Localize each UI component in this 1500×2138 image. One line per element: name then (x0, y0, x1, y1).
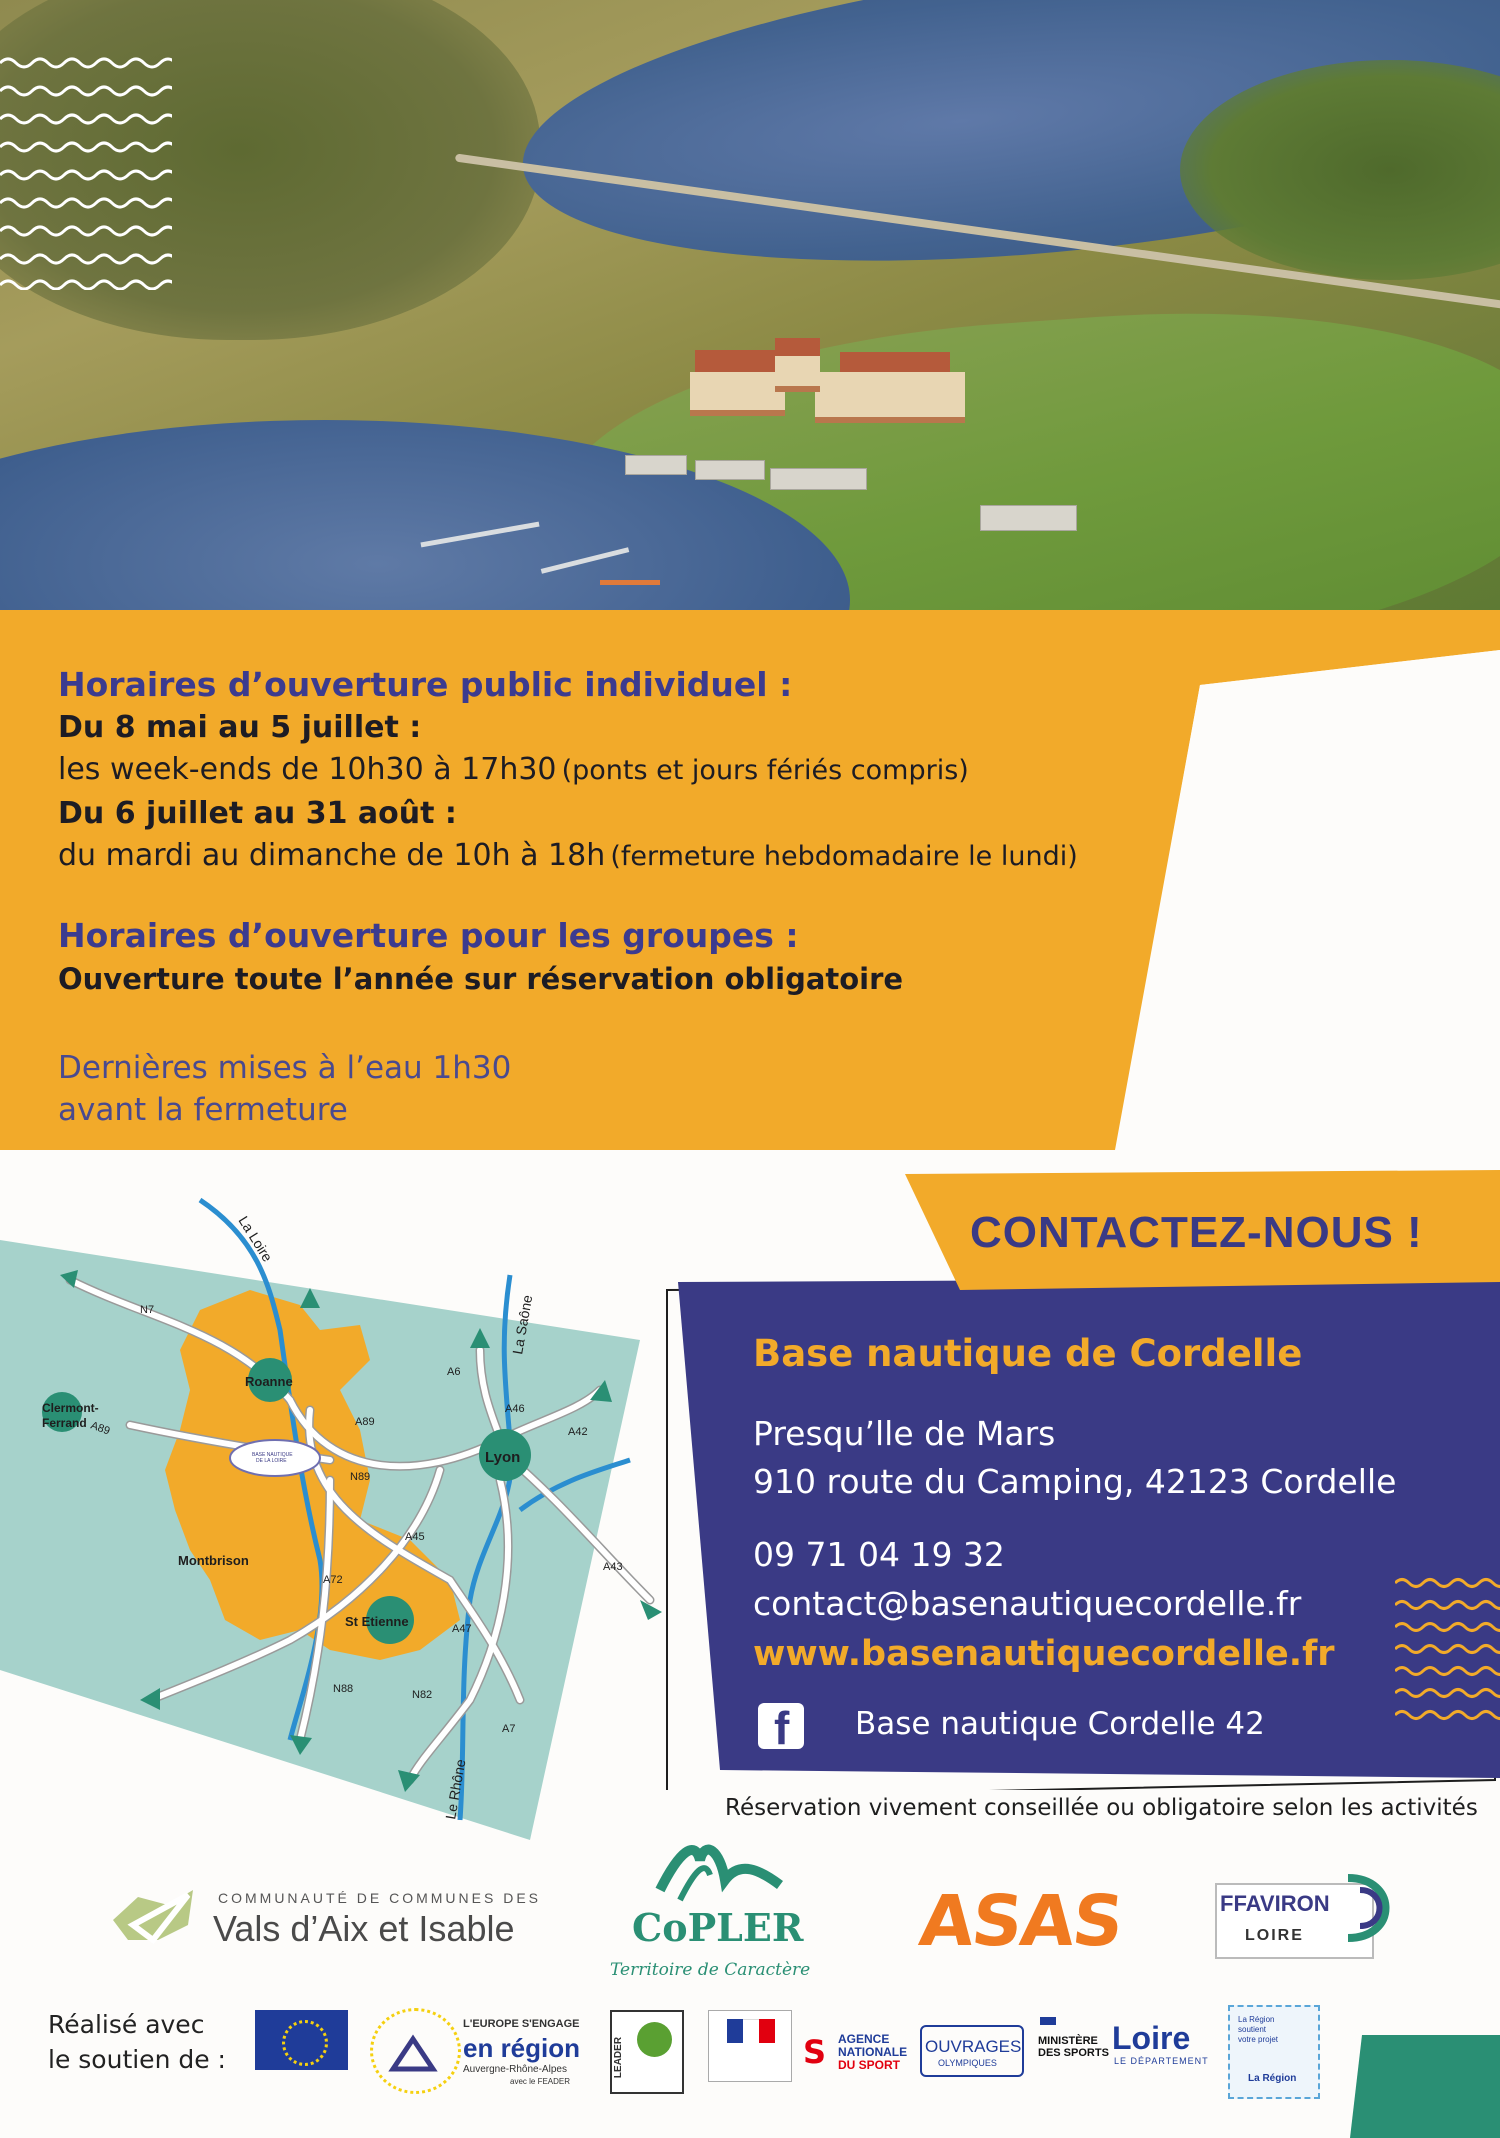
road-a89-left: A89 (88, 1419, 112, 1438)
road-n89: N89 (350, 1471, 371, 1483)
hangar (770, 468, 867, 490)
contact-name: Base nautique de Cordelle (753, 1332, 1303, 1375)
region-line3: votre projet (1238, 2035, 1279, 2044)
label-le-rhone: Le Rhône (442, 1757, 469, 1821)
sponsors-label-2: le soutien de : (48, 2045, 226, 2074)
ans-text (838, 2033, 907, 2072)
hangar (695, 460, 765, 480)
building (815, 372, 965, 423)
label-la-saone: La Saône (509, 1293, 536, 1356)
asas-logo: ASAS (915, 1880, 1126, 1962)
road-a7: A7 (502, 1723, 516, 1735)
region-soutien-text (1238, 2015, 1278, 2045)
label-lyon: Lyon (485, 1449, 521, 1466)
region-line4: La Région (1248, 2073, 1297, 2084)
ouvrages-olympiques-logo (920, 2025, 1024, 2077)
facebook-page-name[interactable]: Base nautique Cordelle 42 (855, 1706, 1265, 1742)
last-launch-line2: avant la fermeture (58, 1092, 348, 1128)
contact-banner: CONTACTEZ-NOUS ! (970, 1208, 1423, 1257)
leader-text: LEADER (613, 2036, 625, 2079)
ans-line2: NATIONALE (838, 2045, 908, 2059)
building (690, 372, 785, 416)
road-n7: N7 (140, 1304, 155, 1316)
contact-address-line2: 910 route du Camping, 42123 Cordelle (753, 1462, 1397, 1501)
period2-main: du mardi au dimanche de 10h à 18h (58, 838, 606, 873)
period1-line (58, 752, 969, 787)
groups-hours-title: Horaires d’ouverture pour les groupes : (58, 916, 799, 955)
groups-hours-text: Ouverture toute l’année sur réservation obligatoire (58, 962, 904, 996)
road-a72: A72 (323, 1574, 343, 1586)
ccvai-name: Vals d’Aix et Isable (213, 1908, 515, 1949)
building-roof (840, 352, 950, 372)
ministere-text (1038, 2035, 1109, 2059)
leader-logo (610, 2010, 684, 2094)
pontoon (600, 580, 660, 585)
access-map (0, 1180, 680, 1840)
leader-leaf (637, 2022, 672, 2057)
period1-note: (ponts et jours fériés compris) (561, 755, 969, 786)
copler-name: CoPLER (632, 1905, 804, 1950)
flag-red (759, 2019, 775, 2043)
road-a43: A43 (603, 1561, 623, 1573)
road-a6: A6 (447, 1366, 461, 1378)
prefet-logo (708, 2010, 792, 2082)
ans-line1: AGENCE (838, 2032, 890, 2046)
hero-aerial-photo (0, 0, 1500, 625)
hangar (980, 505, 1077, 531)
road-a47: A47 (452, 1623, 472, 1635)
corner-teal-accent (1350, 2035, 1500, 2138)
waves-decoration (0, 55, 172, 290)
building-roof (695, 350, 780, 372)
label-clermont: Clermont-Ferrand (42, 1401, 99, 1430)
period2-label: Du 6 juillet au 31 août : (58, 796, 457, 831)
ffaviron-sub: LOIRE (1245, 1927, 1304, 1944)
ccvai-top: COMMUNAUTÉ DE COMMUNES DES (218, 1890, 542, 1906)
building-roof (775, 338, 820, 356)
road-a45: A45 (405, 1531, 425, 1543)
region-line2: soutient (1238, 2025, 1267, 2034)
eu-flag-icon (255, 2010, 348, 2070)
ministere-flag (1040, 2017, 1056, 2025)
ouvrages-text: OUVRAGES (925, 2037, 1022, 2056)
region-soutien-logo (1228, 2005, 1320, 2099)
europe-region-icon (370, 2008, 461, 2094)
sponsors-label-1: Réalisé avec (48, 2010, 205, 2039)
period2-line (58, 838, 1078, 873)
period1-label: Du 8 mai au 5 juillet : (58, 710, 422, 745)
europe-engage-1: L'EUROPE S'ENGAGE (463, 2018, 580, 2030)
last-launch-line1: Dernières mises à l’eau 1h30 (58, 1050, 512, 1086)
ffaviron-swoosh (1338, 1868, 1408, 1948)
contact-website[interactable]: www.basenautiquecordelle.fr (753, 1634, 1335, 1674)
ccvai-logo-mark (108, 1885, 208, 1945)
road-n82: N82 (412, 1689, 433, 1701)
label-roanne: Roanne (245, 1374, 293, 1389)
facebook-icon[interactable]: f (758, 1703, 804, 1749)
label-montbrison: Montbrison (178, 1553, 249, 1568)
road-a89: A89 (355, 1416, 375, 1428)
copler-tagline: Territoire de Caractère (610, 1960, 811, 1980)
flag-blue (727, 2019, 743, 2043)
ministere-line2: DES SPORTS (1038, 2047, 1109, 2059)
contact-phone[interactable]: 09 71 04 19 32 (753, 1535, 1005, 1574)
europe-engage-3: Auvergne-Rhône-Alpes (463, 2064, 567, 2075)
europe-engage-2: en région (463, 2033, 581, 2063)
road-a42: A42 (568, 1426, 588, 1438)
road-n88: N88 (333, 1683, 354, 1695)
contact-email[interactable]: contact@basenautiquecordelle.fr (753, 1584, 1302, 1623)
flag-white (743, 2019, 759, 2044)
ffaviron-name: FFAVIRON (1220, 1891, 1330, 1916)
period1-main: les week-ends de 10h30 à 17h30 (58, 752, 557, 787)
reservation-note: Réservation vivement conseillée ou obligatoire selon les activités (725, 1795, 1478, 1821)
ministere-line1: MINISTÈRE (1038, 2035, 1098, 2047)
ans-s-icon: S (803, 2033, 827, 2071)
ans-line3: DU SPORT (838, 2058, 901, 2072)
period2-note: (fermeture hebdomadaire le lundi) (610, 841, 1078, 872)
public-hours-title: Horaires d’ouverture public individuel : (58, 665, 793, 704)
europe-engage-4: avec le FEADER (510, 2077, 571, 2086)
eu-stars (282, 2020, 328, 2066)
label-stetienne: St Etienne (345, 1614, 409, 1629)
orange-waves-decoration (1395, 1575, 1500, 1725)
loire-departement-logo: Loire (1112, 2020, 1191, 2056)
label-la-loire: La Loire (235, 1213, 276, 1265)
region-line1: La Région (1238, 2015, 1275, 2024)
contact-address-line1: Presqu’lle de Mars (753, 1414, 1056, 1453)
loire-departement-sub: LE DÉPARTEMENT (1114, 2056, 1209, 2066)
ouvrages-sub: OLYMPIQUES (938, 2058, 997, 2068)
hangar (625, 455, 687, 475)
building (775, 356, 820, 392)
label-base-nautique: BASE NAUTIQUE DE LA LOIRE (252, 1452, 293, 1464)
road-a46: A46 (505, 1403, 525, 1415)
